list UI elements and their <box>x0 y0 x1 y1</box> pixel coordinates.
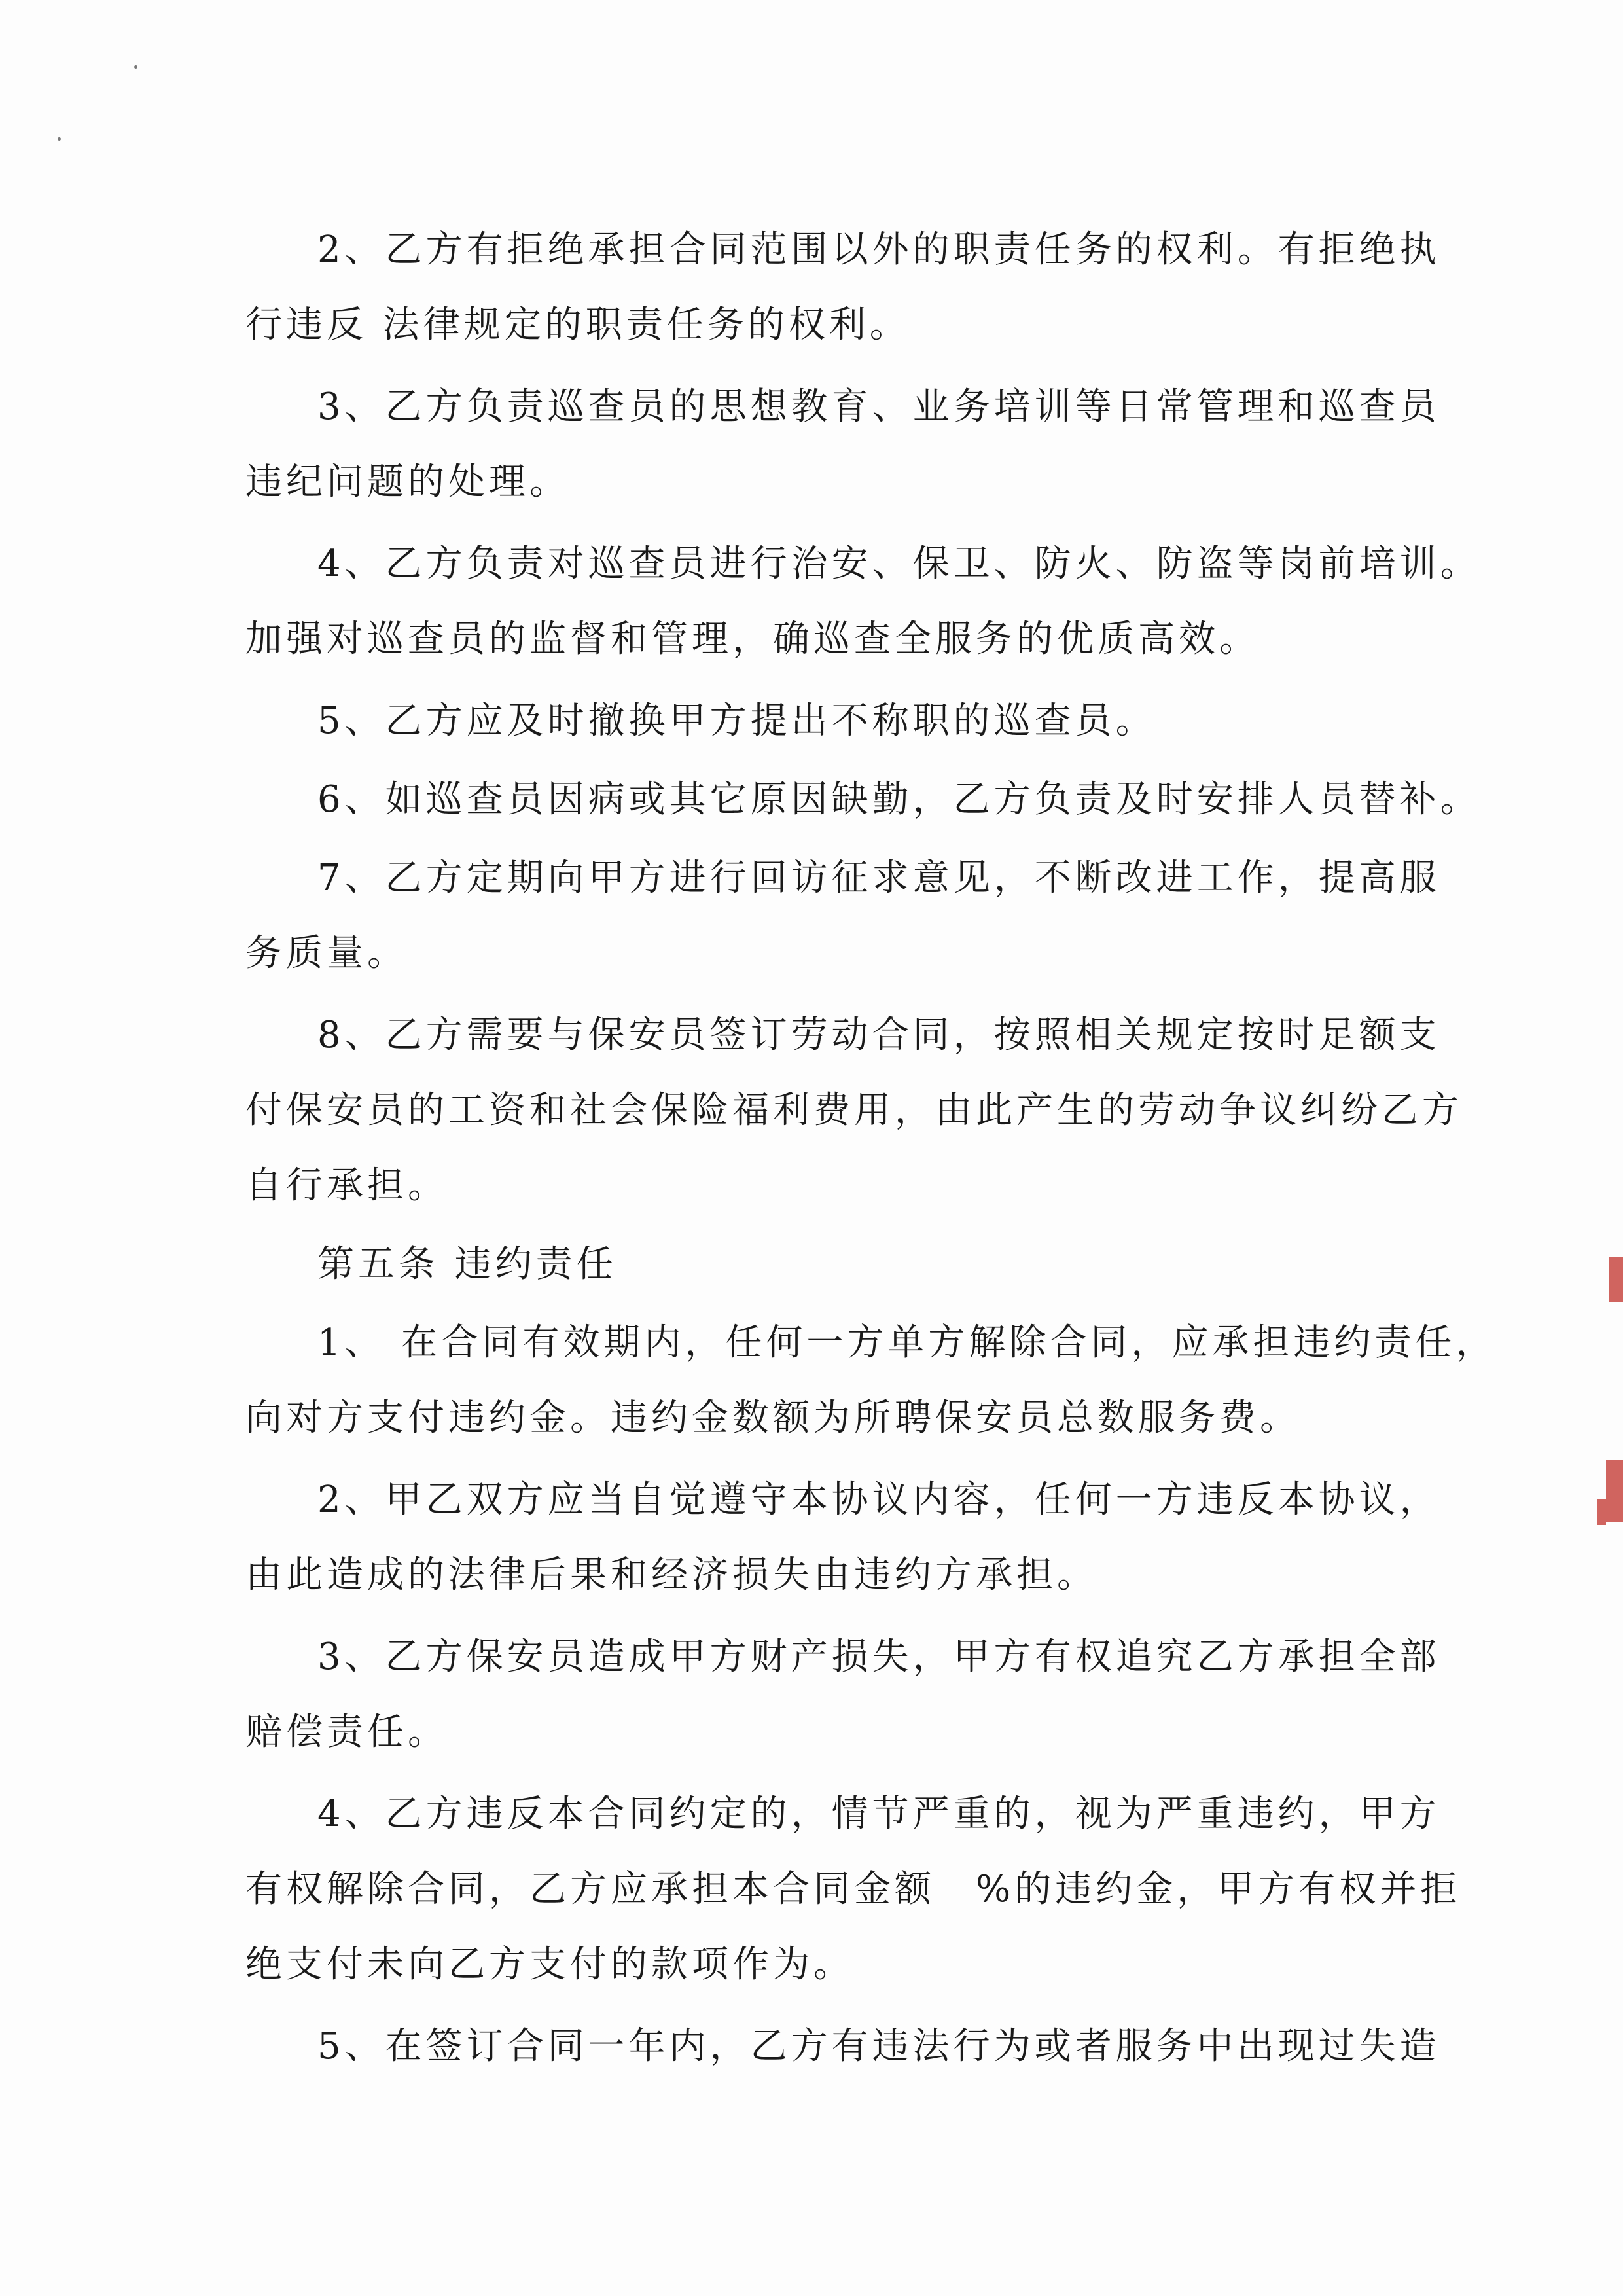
paragraph-line: 有权解除合同，乙方应承担本合同金额 %的违约金，甲方有权并拒 <box>245 1868 1461 1910</box>
red-stamp-fragment <box>1606 1460 1623 1522</box>
paragraph-line: 向对方支付违约金。违约金数额为所聘保安员总数服务费。 <box>245 1397 1300 1439</box>
paragraph-line: 自行承担。 <box>245 1164 448 1207</box>
paragraph-line: 务质量。 <box>245 932 408 975</box>
paragraph-line: 2、甲乙双方应当自觉遵守本协议内容，任何一方违反本协议， <box>317 1479 1440 1521</box>
red-stamp-fragment <box>1609 1257 1623 1302</box>
paragraph-line: 6、如巡查员因病或其它原因缺勤，乙方负责及时安排人员替补。 <box>317 778 1481 821</box>
red-stamp-fragment <box>1597 1499 1606 1525</box>
paragraph-line: 4、乙方违反本合同约定的，情节严重的，视为严重违约，甲方 <box>317 1793 1440 1835</box>
paragraph-line: 2、乙方有拒绝承担合同范围以外的职责任务的权利。有拒绝执 <box>317 228 1440 271</box>
paragraph-line: 由此造成的法律后果和经济损失由违约方承担。 <box>245 1554 1097 1596</box>
scan-speck <box>134 65 137 69</box>
section-heading: 第五条 违约责任 <box>317 1243 617 1285</box>
paragraph-line: 付保安员的工资和社会保险福利费用，由此产生的劳动争议纠纷乙方 <box>245 1089 1463 1132</box>
paragraph-line: 8、乙方需要与保安员签订劳动合同，按照相关规定按时足额支 <box>317 1014 1440 1056</box>
paragraph-line: 违纪问题的处理。 <box>245 461 570 503</box>
paragraph-line: 3、乙方保安员造成甲方财产损失，甲方有权追究乙方承担全部 <box>317 1636 1440 1678</box>
paragraph-line: 5、在签订合同一年内，乙方有违法行为或者服务中出现过失造 <box>317 2025 1440 2068</box>
paragraph-line: 3、乙方负责巡查员的思想教育、业务培训等日常管理和巡查员 <box>317 386 1440 428</box>
paragraph-line: 加强对巡查员的监督和管理，确巡查全服务的优质高效。 <box>245 618 1260 660</box>
paragraph-line: 7、乙方定期向甲方进行回访征求意见，不断改进工作，提高服 <box>317 857 1440 899</box>
paragraph-line: 行违反 法律规定的职责任务的权利。 <box>245 304 910 346</box>
paragraph-line: 1、 在合同有效期内，任何一方单方解除合同，应承担违约责任， <box>317 1321 1497 1364</box>
paragraph-line: 4、乙方负责对巡查员进行治安、保卫、防火、防盗等岗前培训。 <box>317 543 1481 585</box>
paragraph-line: 赔偿责任。 <box>245 1711 448 1753</box>
paragraph-line: 绝支付未向乙方支付的款项作为。 <box>245 1943 854 1986</box>
scan-speck <box>58 137 61 141</box>
paragraph-line: 5、乙方应及时撤换甲方提出不称职的巡查员。 <box>317 700 1156 742</box>
